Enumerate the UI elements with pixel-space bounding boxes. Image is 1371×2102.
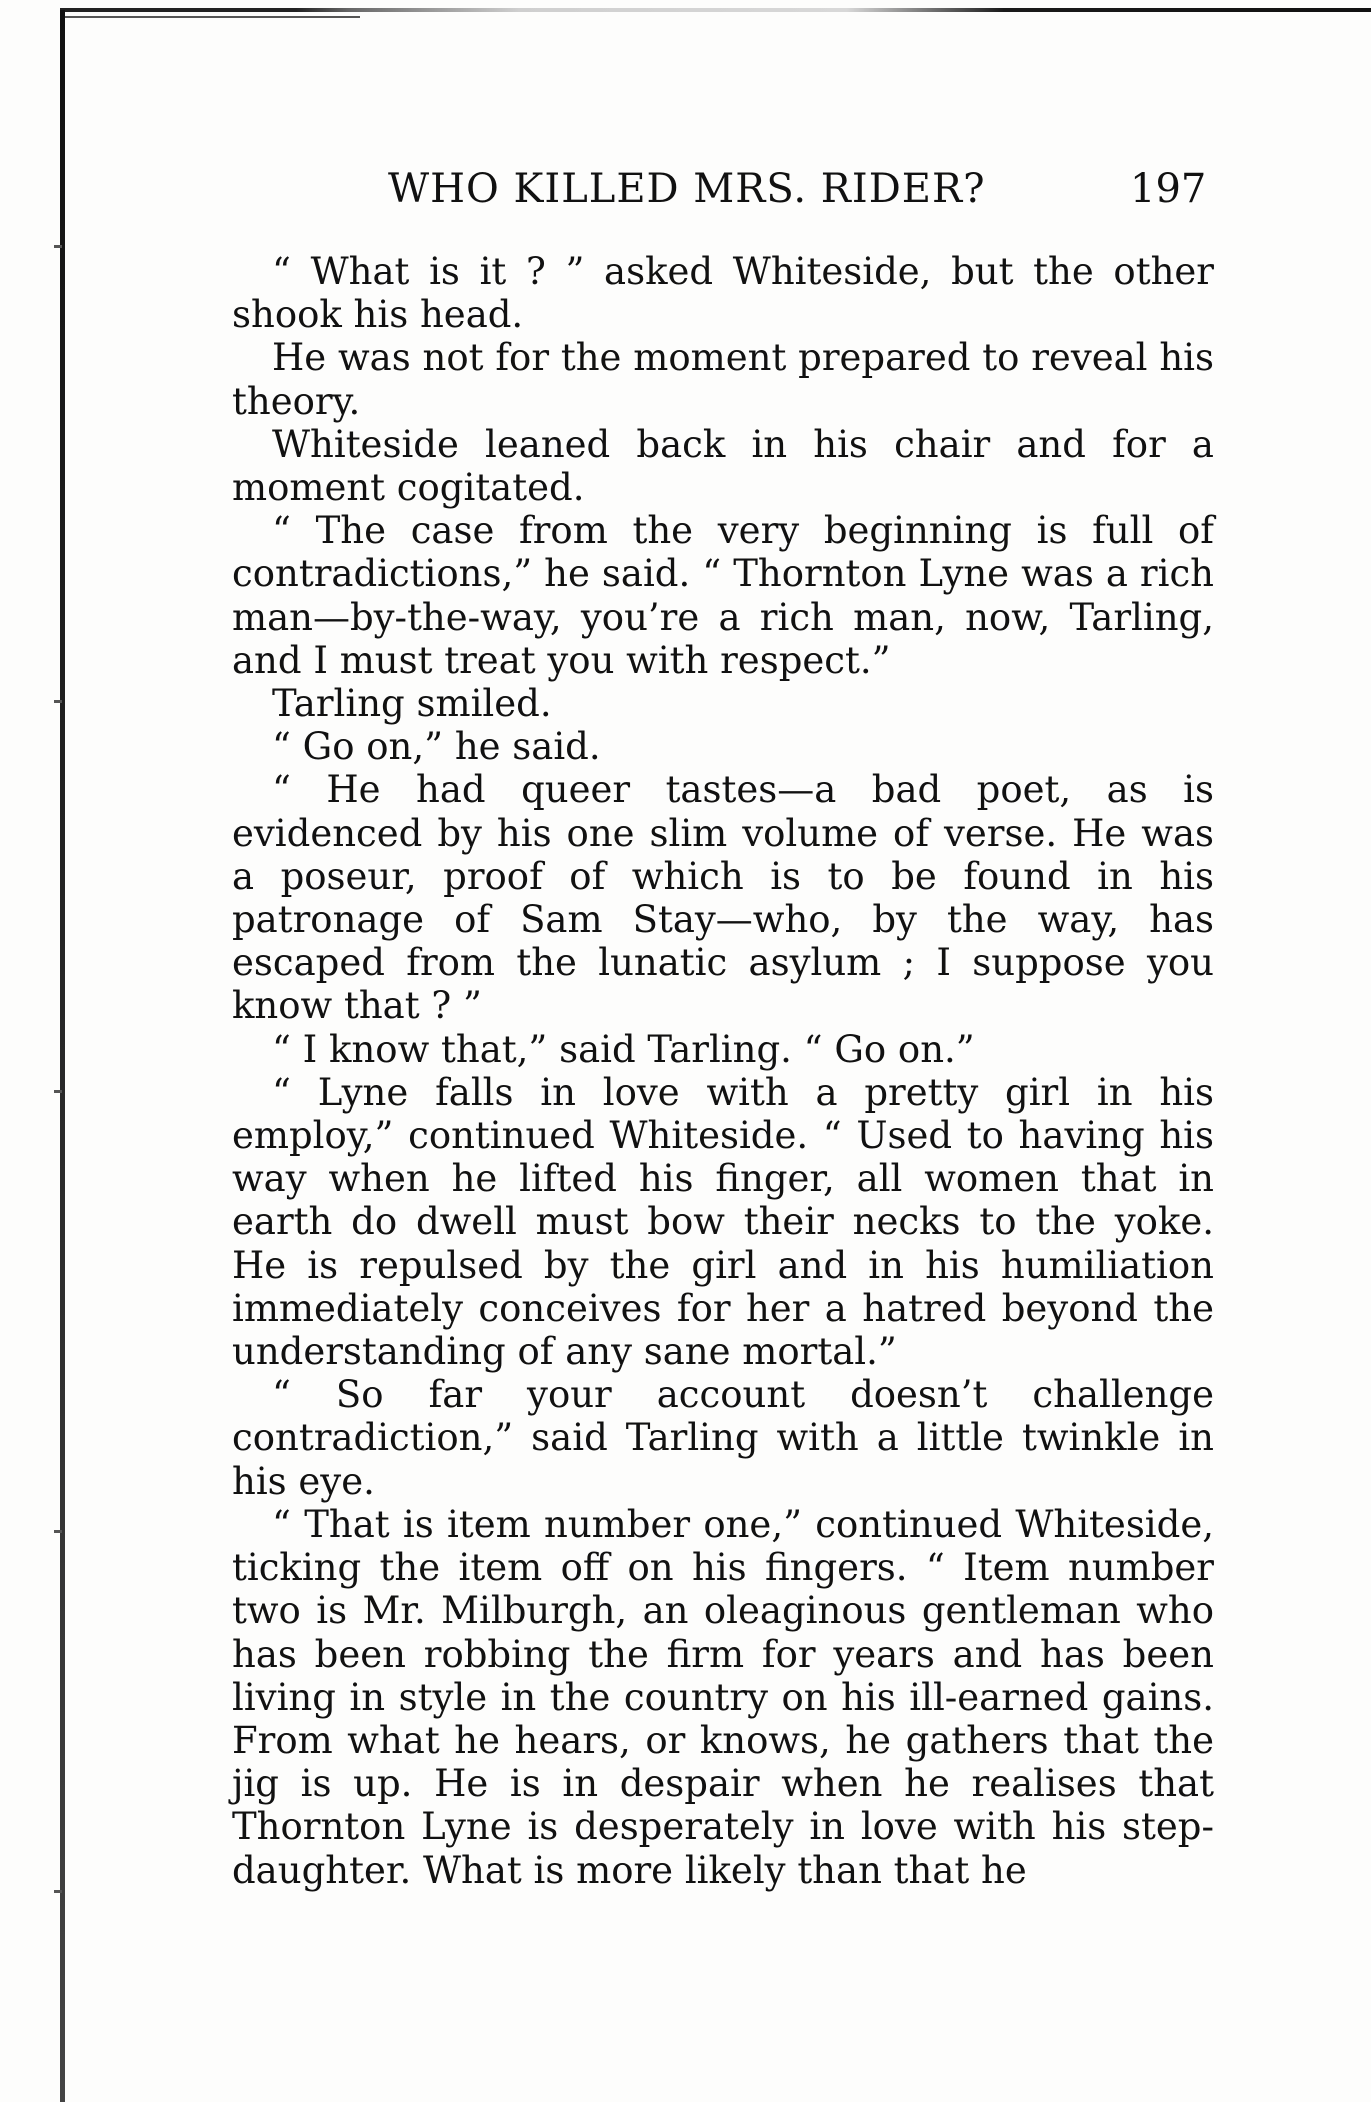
body-text [232, 250, 1214, 1892]
paragraph: “ Lyne falls in love with a pretty girl in his employ,” continued Whiteside. “ Used to having his way when he lifted his finger, all women that in earth do dwell must bow their necks to the yoke. He is repulsed by the girl and in his humiliation immediately conceives for her a hatred beyond the understanding of any sane mortal.” [232, 1070, 1214, 1374]
spine-mark [54, 1090, 62, 1093]
running-title: WHO KILLED MRS. RIDER? [388, 166, 986, 212]
page-edge-top-shadow [60, 16, 360, 18]
paragraph: “ What is it ? ” asked Whiteside, but the other shook his head. [232, 250, 1214, 337]
paragraph: He was not for the moment prepared to reveal his theory. [232, 336, 1214, 423]
page-number: 197 [1130, 166, 1207, 212]
spine-mark [54, 1530, 62, 1533]
paragraph: Tarling smiled. [272, 682, 552, 726]
paragraph: “ Go on,” he said. [272, 725, 601, 769]
spine-mark [54, 245, 62, 248]
paragraph: “ I know that,” said Tarling. “ Go on.” [272, 1027, 975, 1071]
page-spine-edge [60, 10, 65, 2102]
paragraph: “ So far your account doesn’t challenge contradiction,” said Tarling with a little twinkle in his eye. [232, 1373, 1214, 1503]
spine-mark [54, 1890, 62, 1893]
page-edge-top [60, 8, 1371, 12]
paragraph: “ The case from the very beginning is full of contradictions,” he said. “ Thornton Lyne was a rich man—by-the-way, you’re a rich man, now, Tarling, and I must treat you with respect.” [232, 509, 1214, 682]
running-header [0, 166, 1371, 226]
paragraph: Whiteside leaned back in his chair and for a moment cogitated. [232, 422, 1214, 510]
spine-mark [54, 700, 62, 703]
paragraph: “ That is item number one,” continued Whiteside, ticking the item off on his fingers. “ Item number two is Mr. Milburgh, an oleaginous gentleman who has been robbing the firm for years and has been living in style in the country on his ill-earned gains. From what he hears, or knows, he gathers that the jig is up. He is in despair when he realises that Thornton Lyne is desperately in love with his step-daughter. What is more likely than that he [232, 1502, 1214, 1892]
paragraph: “ He had queer tastes—a bad poet, as is evidenced by his one slim volume of verse. He was a poseur, proof of which is to be found in his patronage of Sam Stay—who, by the way, has escaped from the lunatic asylum ; I suppose you know that ? ” [232, 768, 1214, 1028]
